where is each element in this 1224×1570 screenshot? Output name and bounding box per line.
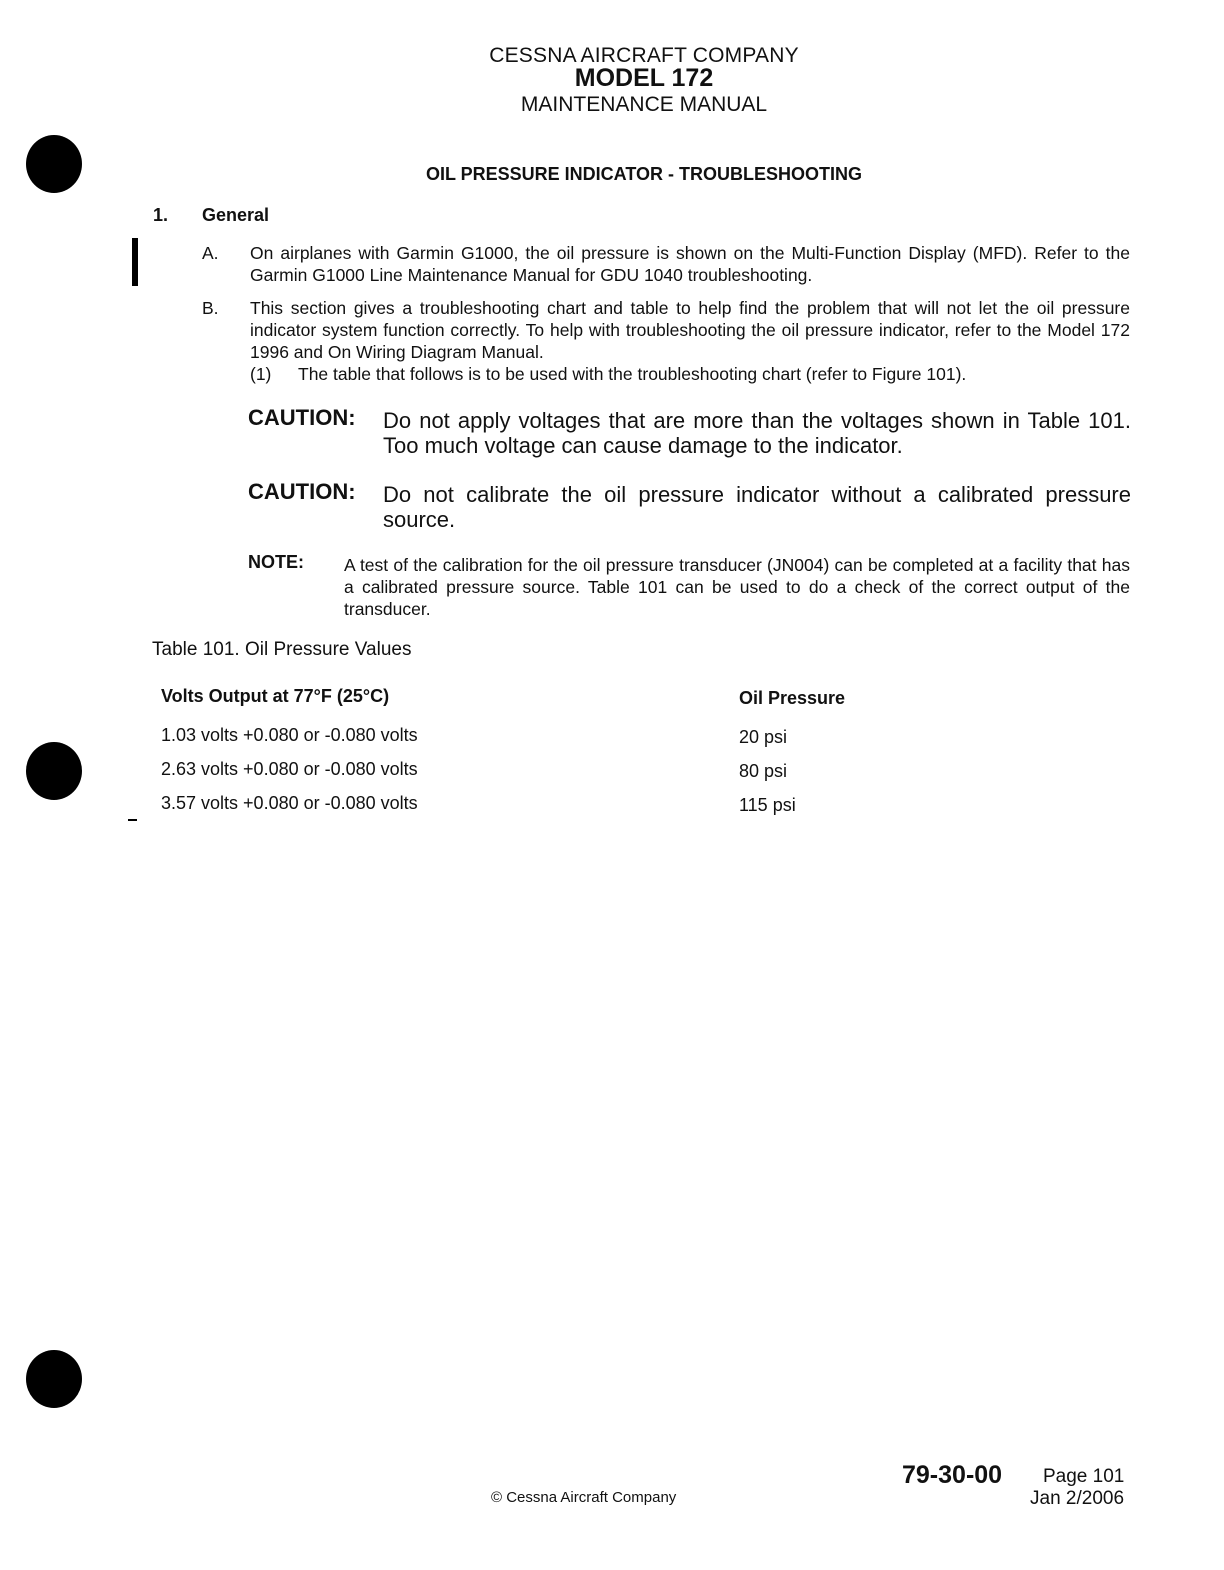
item-a-text: On airplanes with Garmin G1000, the oil pressure is shown on the Multi-Function Display (MFD). Refer to the Garmin G1000 Line Maintenance Manual for GDU 1040 troubleshooting.: [250, 243, 1130, 285]
manual-title: MAINTENANCE MANUAL: [520, 93, 768, 116]
table-cell-volts-1: 1.03 volts +0.080 or -0.080 volts: [161, 725, 418, 745]
company-name: CESSNA AIRCRAFT COMPANY: [489, 44, 799, 67]
section-code: 79-30-00: [902, 1461, 1003, 1489]
item-b-label: B.: [202, 298, 219, 318]
revision-mark: [128, 819, 137, 821]
table-cell-pressure-2: 80 psi: [739, 761, 788, 781]
caution-label-2: CAUTION:: [248, 479, 356, 504]
caution-text-1: Do not apply voltages that are more than the voltages shown in Table 101. Too much voltage can cause damage to the indicator.: [383, 408, 1131, 458]
sub-item-text: The table that follows is to be used with the troubleshooting chart (refer to Figure 101).: [298, 364, 967, 384]
item-b-text: This section gives a troubleshooting chart and table to help find the problem that will not let the oil pressure indicator system function correctly. To help with troubleshooting the oil pressure indicator, refer to the Model 172 1996 and On Wiring Diagram Manual.: [250, 298, 1130, 362]
revision-change-bar: [132, 238, 138, 286]
page-number: Page 101: [1043, 1466, 1125, 1487]
item-a-label: A.: [202, 243, 219, 263]
caution-text-2: Do not calibrate the oil pressure indicator without a calibrated pressure source.: [383, 482, 1131, 532]
table-caption: Table 101. Oil Pressure Values: [152, 639, 412, 660]
table-header-volts: Volts Output at 77°F (25°C): [161, 686, 390, 706]
table-header-pressure: Oil Pressure: [739, 688, 846, 708]
sub-item-label: (1): [250, 364, 272, 384]
note-label: NOTE:: [248, 552, 304, 572]
model-title: MODEL 172: [574, 64, 714, 92]
table-cell-pressure-3: 115 psi: [739, 795, 796, 815]
binder-hole-middle: [26, 742, 82, 800]
copyright: © Cessna Aircraft Company: [491, 1489, 677, 1506]
general-heading: General: [202, 205, 270, 225]
revision-date: Jan 2/2006: [1030, 1488, 1125, 1509]
section-title: OIL PRESSURE INDICATOR - TROUBLESHOOTING: [425, 164, 863, 184]
general-number: 1.: [153, 205, 169, 225]
table-cell-pressure-1: 20 psi: [739, 727, 788, 747]
caution-label-1: CAUTION:: [248, 405, 356, 430]
note-text: A test of the calibration for the oil pressure transducer (JN004) can be completed at a facility that has a calibrated pressure source. Table 101 can be used to do a check of the correct output of the transducer.: [344, 555, 1130, 619]
table-cell-volts-3: 3.57 volts +0.080 or -0.080 volts: [161, 793, 418, 813]
table-cell-volts-2: 2.63 volts +0.080 or -0.080 volts: [161, 759, 418, 779]
binder-hole-bottom: [26, 1350, 82, 1408]
